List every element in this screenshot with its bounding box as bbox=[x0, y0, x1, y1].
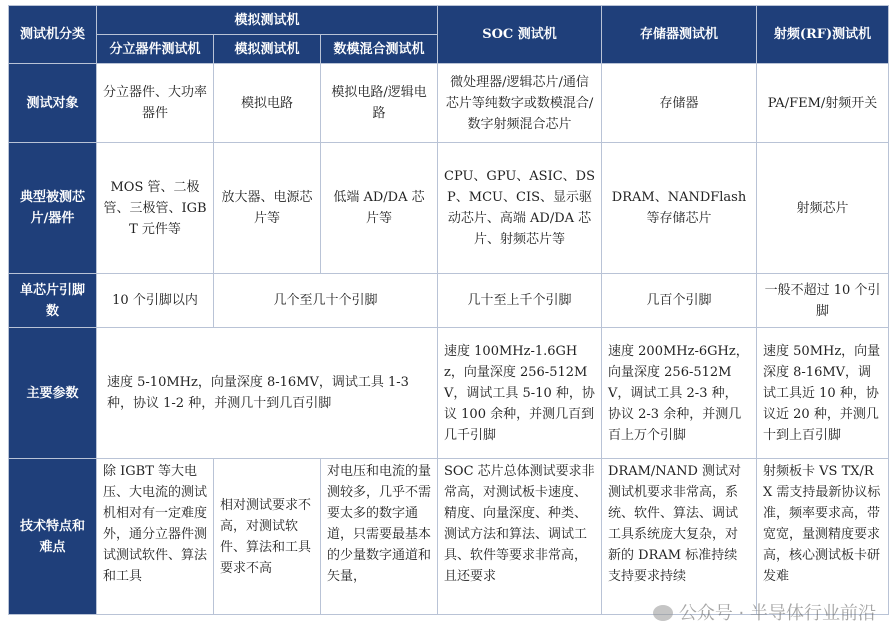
cell-features-discrete: 除 IGBT 等大电压、大电流的测试机相对有一定难度外，通分立器件测试测试软件、算法和工具 bbox=[97, 459, 214, 615]
header-analog-group: 模拟测试机 bbox=[97, 6, 438, 35]
cell-typical-mixed: 低端 AD/DA 芯片等 bbox=[321, 143, 438, 274]
cell-params-memory: 速度 200MHz-6GHz，向量深度 256-512MV，调试工具 2-3 种，协议 2-3 余种，并测几百上万个引脚 bbox=[602, 328, 757, 459]
row-label-typical: 典型被测芯片/器件 bbox=[9, 143, 97, 274]
row-label-params: 主要参数 bbox=[9, 328, 97, 459]
header-category-cell: 测试机分类 bbox=[9, 6, 97, 64]
cell-typical-discrete: MOS 管、二极管、三极管、IGBT 元件等 bbox=[97, 143, 214, 274]
cell-pins-discrete: 10 个引脚以内 bbox=[97, 274, 214, 328]
header-soc: SOC 测试机 bbox=[438, 6, 602, 64]
header-discrete: 分立器件测试机 bbox=[97, 35, 214, 64]
comparison-table-wrapper bbox=[8, 5, 888, 624]
header-row-top bbox=[9, 6, 889, 35]
row-features bbox=[9, 459, 889, 615]
cell-params-soc: 速度 100MHz-1.6GHz，向量深度 256-512MV，调试工具 5-10 种，协议 100 余种，并测几百到几千引脚 bbox=[438, 328, 602, 459]
wechat-logo-icon bbox=[653, 605, 673, 621]
cell-target-memory: 存储器 bbox=[602, 64, 757, 143]
cell-features-memory: DRAM/NAND 测试对测试机要求非常高，系统、软件、算法、调试工具系统庞大复杂，对新的 DRAM 标准持续支持要求持续 bbox=[602, 459, 757, 615]
header-memory: 存储器测试机 bbox=[602, 6, 757, 64]
header-analog: 模拟测试机 bbox=[214, 35, 321, 64]
cell-features-soc: SOC 芯片总体测试要求非常高，对测试板卡速度、精度、向量深度、种类、测试方法和算法、调试工具、软件等要求非常高，且还要求 bbox=[438, 459, 602, 615]
cell-target-rf: PA/FEM/射频开关 bbox=[757, 64, 889, 143]
cell-typical-memory: DRAM、NANDFlash 等存储芯片 bbox=[602, 143, 757, 274]
cell-target-mixed: 模拟电路/逻辑电路 bbox=[321, 64, 438, 143]
cell-pins-soc: 几十至上千个引脚 bbox=[438, 274, 602, 328]
cell-params-analog-group: 速度 5-10MHz，向量深度 8-16MV，调试工具 1-3 种，协议 1-2 种，并测几十到几百引脚 bbox=[97, 328, 438, 459]
cell-features-mixed: 对电压和电流的量测较多，几乎不需要太多的数字通道，只需要最基本的少量数字通道和矢量， bbox=[321, 459, 438, 615]
wechat-watermark bbox=[653, 599, 876, 625]
cell-pins-memory: 几百个引脚 bbox=[602, 274, 757, 328]
cell-features-rf: 射频板卡 VS TX/RX 需支持最新协议标准，频率要求高，带宽宽，量测精度要求高，核心测试板卡研发难 bbox=[757, 459, 889, 615]
row-label-pins: 单芯片引脚数 bbox=[9, 274, 97, 328]
cell-params-rf: 速度 50MHz，向量深度 8-16MV，调试工具近 10 种，协议近 20 种，并测几十到上百引脚 bbox=[757, 328, 889, 459]
cell-target-discrete: 分立器件、大功率器件 bbox=[97, 64, 214, 143]
watermark-text: 公众号 · 半导体行业前沿 bbox=[678, 603, 876, 624]
cell-target-soc: 微处理器/逻辑芯片/通信芯片等纯数字或数模混合/数字射频混合芯片 bbox=[438, 64, 602, 143]
row-pin-count bbox=[9, 274, 889, 328]
cell-pins-analog-mixed: 几个至几十个引脚 bbox=[214, 274, 438, 328]
cell-pins-rf: 一般不超过 10 个引脚 bbox=[757, 274, 889, 328]
header-rf: 射频(RF)测试机 bbox=[757, 6, 889, 64]
cell-typical-analog: 放大器、电源芯片等 bbox=[214, 143, 321, 274]
cell-typical-rf: 射频芯片 bbox=[757, 143, 889, 274]
row-label-features: 技术特点和难点 bbox=[9, 459, 97, 615]
header-mixed: 数模混合测试机 bbox=[321, 35, 438, 64]
row-test-target bbox=[9, 64, 889, 143]
tester-comparison-table bbox=[8, 5, 889, 615]
cell-target-analog: 模拟电路 bbox=[214, 64, 321, 143]
cell-typical-soc: CPU、GPU、ASIC、DSP、MCU、CIS、显示驱动芯片、高端 AD/DA 芯片、射频芯片等 bbox=[438, 143, 602, 274]
cell-features-analog: 相对测试要求不高，对测试软件、算法和工具要求不高 bbox=[214, 459, 321, 615]
row-label-target: 测试对象 bbox=[9, 64, 97, 143]
row-main-params bbox=[9, 328, 889, 459]
row-typical-chips bbox=[9, 143, 889, 274]
